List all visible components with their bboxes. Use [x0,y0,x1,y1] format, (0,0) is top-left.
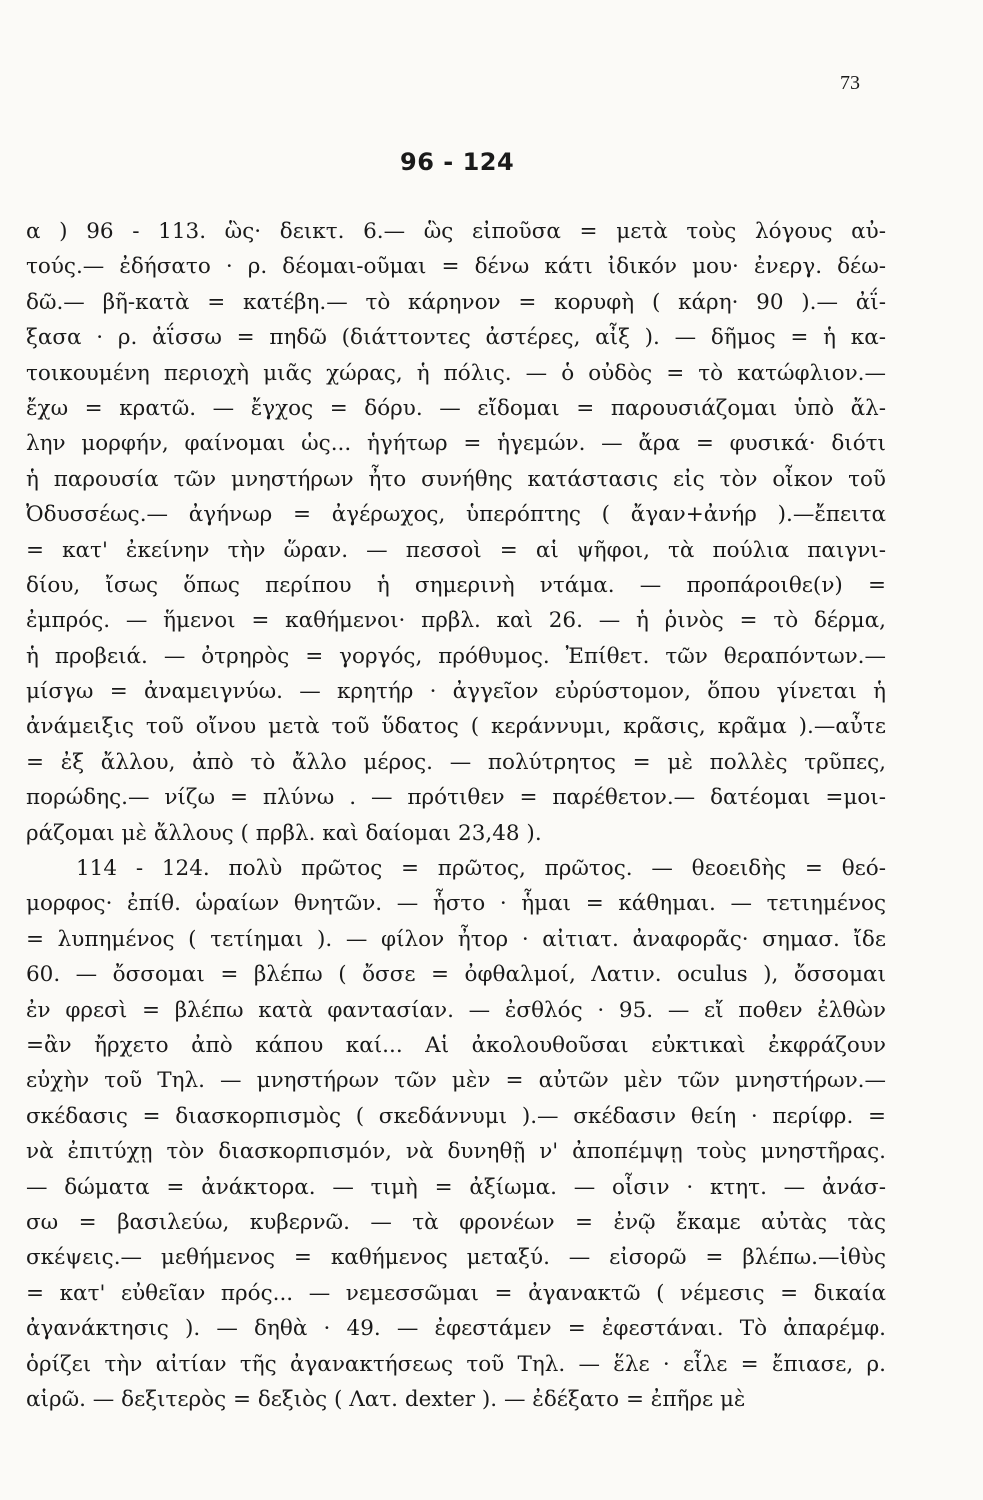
text-line: τούς.— ἐδήσατο · ρ. δέομαι-οῦμαι = δένω κάτι ἰδικόν μου· ἐνεργ. δέω- [26,254,886,280]
text-line: = κατ' ἐκείνην τὴν ὥραν. — πεσσοὶ = αἱ ψῆφοι, τὰ πούλια παιγνι- [26,537,886,563]
text-line: = λυπημένος ( τετίημαι ). — φίλον ἦτορ · αἰτιατ. ἀναφορᾶς· σημασ. ἴδε [26,926,886,952]
text-line: 114 - 124. πολὺ πρῶτος = πρῶτος, πρῶτος. — θεοειδὴς = θεό- [76,856,886,882]
text-line: ἀγανάκτησις ). — δηθὰ · 49. — ἐφεστάμεν = ἐφεστάναι. Τὸ ἀπαρέμφ. [26,1316,886,1342]
text-line: ἔχω = κρατῶ. — ἔγχος = δόρυ. — εἴδομαι = παρουσιάζομαι ὑπὸ ἄλ- [26,395,886,421]
text-line: ἡ προβειά. — ὀτρηρὸς = γοργός, πρόθυμος. Ἐπίθετ. τῶν θεραπόντων.— [26,643,886,669]
text-line: ἐν φρεσὶ = βλέπω κατὰ φαντασίαν. — ἐσθλός · 95. — εἴ ποθεν ἐλθὼν [26,997,886,1023]
text-line: 60. — ὄσσομαι = βλέπω ( ὄσσε = ὀφθαλμοί, Λατιν. oculus ), ὄσσομαι [26,962,886,988]
text-line: ὁρίζει τὴν αἰτίαν τῆς ἀγανακτήσεως τοῦ Τηλ. — ἕλε · εἷλε = ἔπιασε, ρ. [26,1351,886,1377]
text-line: = ἐξ ἄλλου, ἀπὸ τὸ ἄλλο μέρος. — πολύτρητος = μὲ πολλὲς τρῦπες, [26,749,886,775]
text-line: δίου, ἴσως ὅπως περίπου ἡ σημερινὴ ντάμα. — προπάροιθε(ν) = [26,572,886,598]
text-line: ἡ παρουσία τῶν μνηστήρων ἦτο συνήθης κατάστασις εἰς τὸν οἶκον τοῦ [26,466,886,492]
section-heading: 96 - 124 [400,148,515,176]
text-line: ἀνάμειξις τοῦ οἴνου μετὰ τοῦ ὕδατος ( κεράννυμι, κρᾶσις, κρᾶμα ).—αὖτε [26,714,886,740]
text-line: =ἂν ἤρχετο ἀπὸ κάπου καί... Αἱ ἀκολουθοῦσαι εὐκτικαὶ ἐκφράζουν [26,1032,886,1058]
text-line: μορφος· ἐπίθ. ὡραίων θνητῶν. — ἧστο · ἧμαι = κάθημαι. — τετιημένος [26,891,886,917]
text-line: ξασα · ρ. ἀΐσσω = πηδῶ (διάττοντες ἀστέρες, αἶξ ). — δῆμος = ἡ κα- [26,325,886,351]
text-line: σκέδασις = διασκορπισμὸς ( σκεδάννυμι ).— σκέδασιν θείη · περίφρ. = [26,1103,886,1129]
page-number: 73 [840,72,860,94]
text-line: πορώδης.— νίζω = πλύνω . — πρότιθεν = παρέθετον.— δατέομαι =μοι- [26,785,886,811]
text-line: δῶ.— βῆ-κατὰ = κατέβη.— τὸ κάρηνον = κορυφὴ ( κάρη· 90 ).— ἀΐ- [26,289,886,315]
text-line: τοικουμένη περιοχὴ μιᾶς χώρας, ἡ πόλις. — ὁ οὐδὸς = τὸ κατώφλιον.— [26,360,886,386]
text-line: = κατ' εὐθεῖαν πρός... — νεμεσσῶμαι = ἀγανακτῶ ( νέμεσις = δικαία [26,1280,886,1306]
text-line: μίσγω = ἀναμειγνύω. — κρητήρ · ἀγγεῖον εὐρύστομον, ὅπου γίνεται ἡ [26,679,886,705]
text-line: νὰ ἐπιτύχῃ τὸν διασκορπισμόν, νὰ δυνηθῇ ν' ἀποπέμψῃ τοὺς μνηστῆρας. [26,1139,886,1165]
text-line: — δώματα = ἀνάκτορα. — τιμὴ = ἀξίωμα. — οἷσιν · κτητ. — ἀνάσ- [26,1174,886,1200]
text-line: σω = βασιλεύω, κυβερνῶ. — τὰ φρονέων = ἐνῷ ἔκαμε αὐτὰς τὰς [26,1209,886,1235]
commentary-text [26,214,886,1417]
text-line: εὐχὴν τοῦ Τηλ. — μνηστήρων τῶν μὲν = αὐτῶν μὲν τῶν μνηστήρων.— [26,1068,886,1094]
text-line: σκέψεις.— μεθήμενος = καθήμενος μεταξύ. — εἰσορῶ = βλέπω.—ἰθὺς [26,1245,886,1271]
text-line: ἐμπρός. — ἥμενοι = καθήμενοι· πρβλ. καὶ 26. — ἡ ῥινὸς = τὸ δέρμα, [26,608,886,634]
text-line: Ὀδυσσέως.— ἀγήνωρ = ἀγέρωχος, ὑπερόπτης ( ἄγαν+ἀνήρ ).—ἔπειτα [26,502,886,528]
text-line: αἱρῶ. — δεξιτερὸς = δεξιὸς ( Λατ. dexter ). — ἐδέξατο = ἐπῆρε μὲ [26,1386,746,1412]
text-line: ράζομαι μὲ ἄλλους ( πρβλ. καὶ δαίομαι 23,48 ). [26,820,542,846]
text-line: α ) 96 - 113. ὣς· δεικτ. 6.— ὣς εἰποῦσα = μετὰ τοὺς λόγους αὐ- [26,219,886,244]
text-line: λην μορφήν, φαίνομαι ὡς... ἡγήτωρ = ἡγεμών. — ἄρα = φυσικά· διότι [26,431,886,457]
